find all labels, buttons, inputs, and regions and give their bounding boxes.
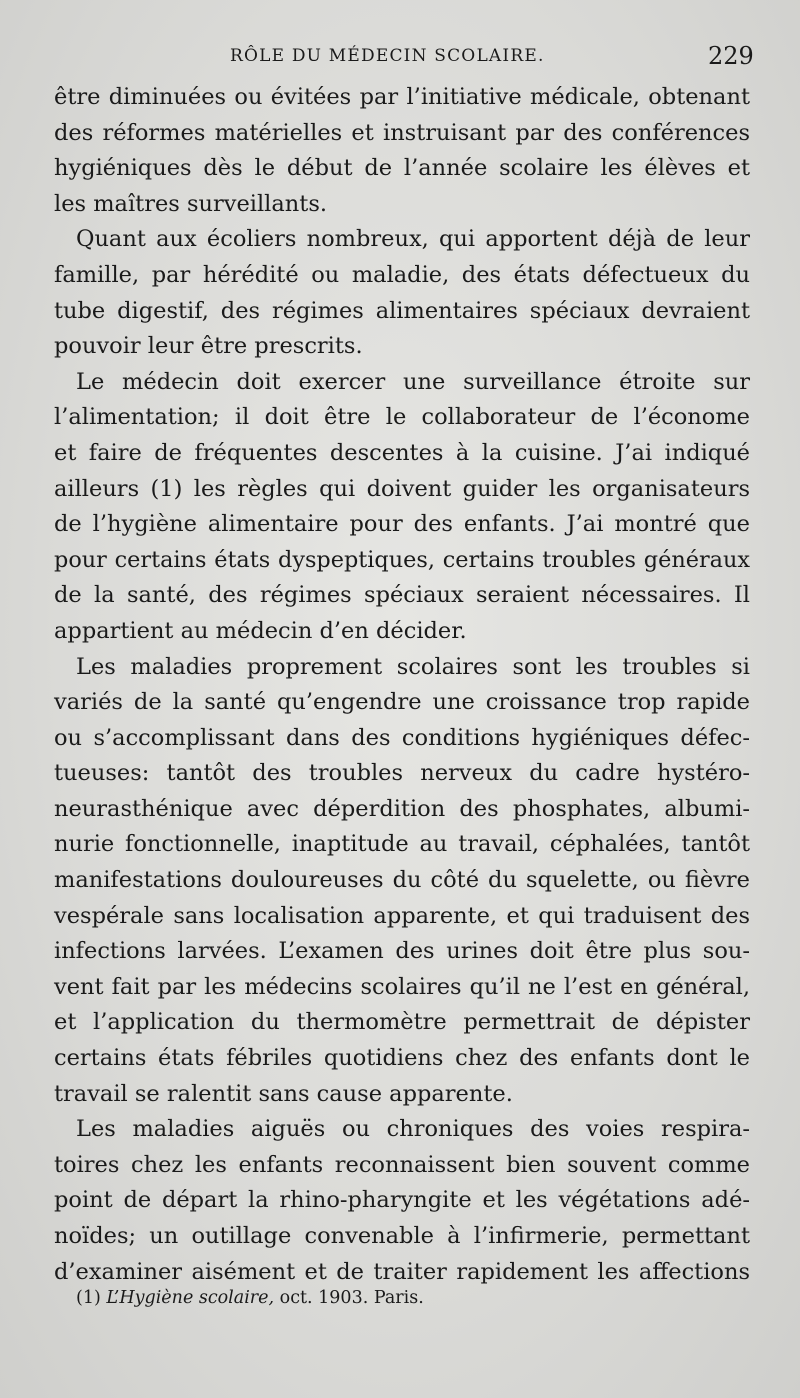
text-line: toires chez les enfants reconnaissent bien souvent comme: [54, 1151, 750, 1178]
text-line: et faire de fréquentes descentes à la cuisine. J’ai indiqué: [54, 439, 750, 466]
text-line: tube digestif, des régimes alimentaires spéciaux devraient: [54, 297, 750, 324]
text-line: des réformes matérielles et instruisant par des conférences: [54, 119, 750, 146]
text-line: ailleurs (1) les règles qui doivent guider les organisateurs: [54, 475, 750, 502]
text-line: et l’application du thermomètre permettrait de dépister: [54, 1009, 750, 1036]
text-line: pour certains états dyspeptiques, certains troubles généraux: [54, 546, 750, 573]
text-line: neurasthénique avec déperdition des phosphates, albumi-: [54, 795, 750, 822]
footnote-rest: oct. 1903. Paris.: [279, 1288, 424, 1308]
footnote-title: L’Hygiène scolaire,: [106, 1288, 275, 1308]
running-title: RÔLE DU MÉDECIN SCOLAIRE.: [230, 46, 545, 66]
text-line: Le médecin doit exercer une surveillance étroite sur: [76, 368, 750, 395]
text-line: certains états fébriles quotidiens chez des enfants dont le: [54, 1045, 750, 1072]
footnote: [76, 1288, 424, 1308]
text-line: d’examiner aisément et de traiter rapidement les affections: [54, 1258, 750, 1285]
text-line: ou s’accomplissant dans des conditions hygiéniques défec-: [54, 724, 750, 751]
text-line: point de départ la rhino-pharyngite et les végétations adé-: [54, 1187, 750, 1214]
text-line: Quant aux écoliers nombreux, qui apportent déjà de leur: [76, 226, 750, 253]
text-line: travail se ralentit sans cause apparente.: [54, 1080, 513, 1107]
text-line: les maîtres surveillants.: [54, 190, 328, 217]
text-line: de la santé, des régimes spéciaux seraient nécessaires. Il: [54, 582, 750, 609]
body-text: [54, 80, 750, 1290]
page-number: 229: [708, 42, 754, 70]
footnote-marker: (1): [76, 1288, 101, 1308]
text-line: Les maladies aiguës ou chroniques des voies respira-: [76, 1116, 750, 1143]
text-line: vespérale sans localisation apparente, et qui traduisent des: [54, 902, 750, 929]
text-line: nurie fonctionnelle, inaptitude au travail, céphalées, tantôt: [54, 831, 750, 858]
text-line: Les maladies proprement scolaires sont les troubles si: [76, 653, 750, 680]
text-line: appartient au médecin d’en décider.: [54, 617, 467, 644]
text-line: manifestations douloureuses du côté du squelette, ou fièvre: [54, 867, 750, 894]
text-line: l’alimentation; il doit être le collaborateur de l’économe: [54, 404, 750, 431]
text-line: noïdes; un outillage convenable à l’infirmerie, permettant: [54, 1223, 750, 1249]
text-line: vent fait par les médecins scolaires qu’il ne l’est en général,: [54, 973, 750, 1000]
text-line: tueuses: tantôt des troubles nerveux du cadre hystéro-: [54, 760, 750, 787]
text-line: être diminuées ou évitées par l’initiative médicale, obtenant: [54, 84, 750, 110]
text-line: famille, par hérédité ou maladie, des états défectueux du: [54, 261, 750, 288]
text-line: de l’hygiène alimentaire pour des enfants. J’ai montré que: [54, 511, 750, 538]
text-line: hygiéniques dès le début de l’année scolaire les élèves et: [54, 155, 750, 182]
text-line: variés de la santé qu’engendre une croissance trop rapide: [54, 689, 750, 716]
text-line: pouvoir leur être prescrits.: [54, 333, 363, 360]
running-head: [0, 36, 800, 76]
text-line: infections larvées. L’examen des urines doit être plus sou-: [54, 938, 750, 965]
